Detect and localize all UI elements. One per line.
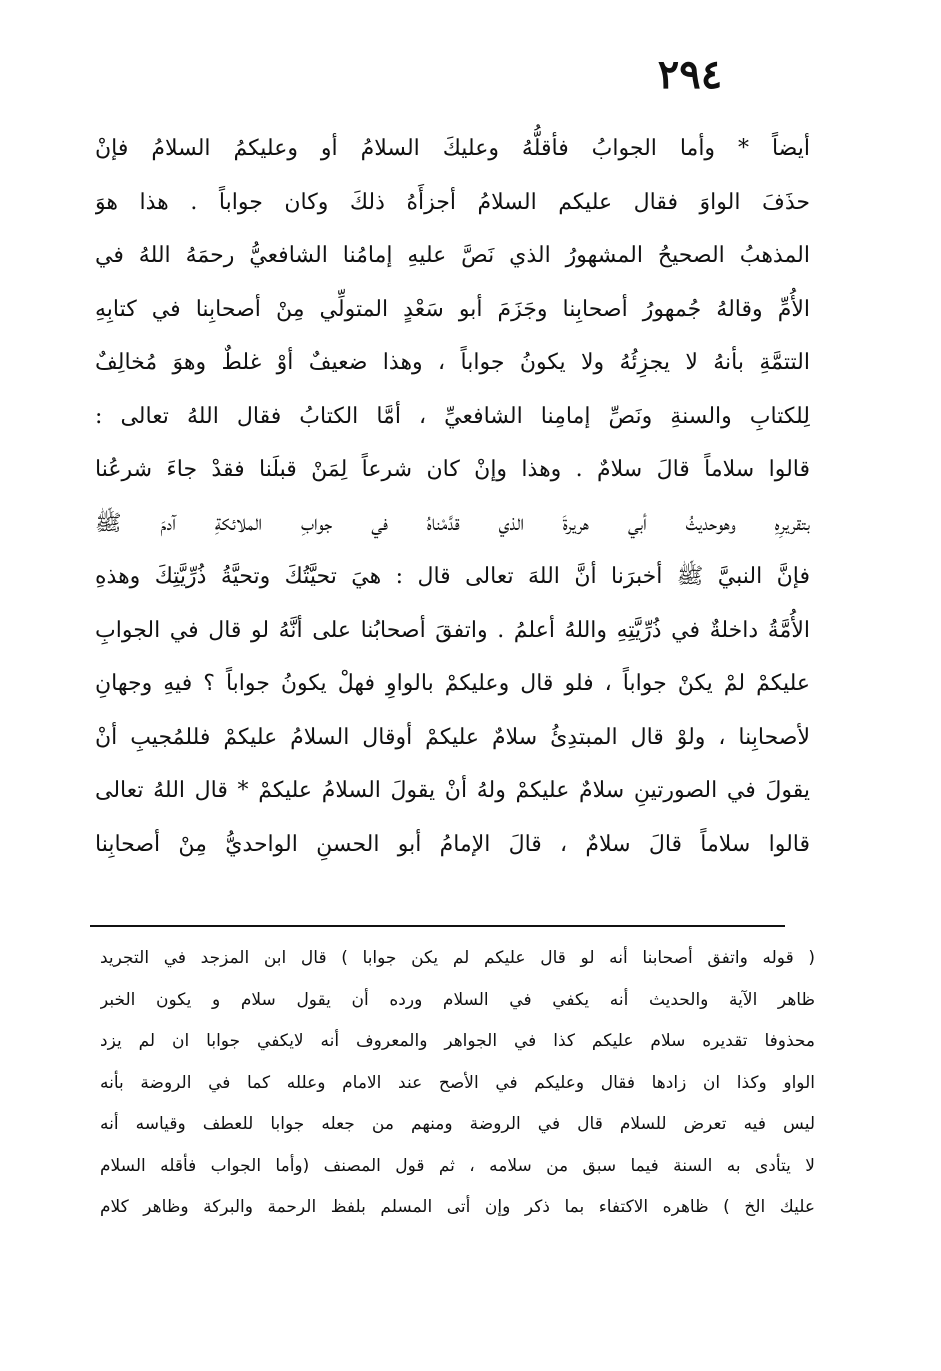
footnote-line: لا يتأدى به السنة فيما سبق من سلامه ، ثم قول المصنف (وأما الجواب فأقله السلام [100,1155,815,1176]
main-text-line: الأُمِّ وقالهُ جُمهورُ أصحابِنا وجَزَمَ أبو سَعْدٍ المتولِّي مِنْ أصحابِنا في كتابِهِ [95,296,810,322]
main-text-line: قالوا سلاماً قالَ سلامٌ . وهذا وإنْ كان شرعاً لِمَنْ قبلَنا فقدْ جاءَ شرعُنا [95,457,810,482]
main-text-line: يقولَ في الصورتينِ سلامٌ عليكمْ ولهُ أنْ يقولَ السلامُ عليكمْ * قال اللهُ تعالى [95,778,810,803]
main-text-line: لأصحابِنا ، ولوْ قال المبتدِئُ سلامٌ عليكمْ أوقال السلامُ عليكمْ فللمُجيبِ أنْ [95,724,810,750]
footnote-line: ظاهر الآية والحديث أنه يكفي في السلام ورده أن يقول سلام و يكون الخبر [100,989,815,1010]
main-text-line: عليكمْ لمْ يكنْ جواباً ، فلو قال وعليكمْ بالواوِ فهلْ يكونُ جواباً ؟ فيهِ وجهانِ [95,671,810,696]
main-text-line: قالوا سلاماً قالَ سلامٌ ، قالَ الإمامُ أبو الحسنِ الواحديُّ مِنْ أصحابِنا [95,831,810,857]
main-text-line: بتقريرِهِ وهوحديثُ أبي هريرةَ الذي قدَّمْناهُ في جوابِ الملائكةِ آدمَ ﷺ [95,510,810,536]
footnote-block [100,938,815,1229]
main-text-line: لِلكتابِ والسنةِ ونَصِّ إمامِنا الشافعيِّ ، أمَّا الكتابُ فقال اللهُ تعالى : [95,403,810,429]
main-text-line: فإنَّ النبيَّ ﷺ أخبرَنا أنَّ اللهَ تعالى قال : هيَ تحيَّتُكَ وتحيَّةُ ذُرِّيَّتِكَ وهذهِ [95,564,810,589]
footnote-line: ليس فيه تعرض للسلام قال في الروضة ومنهم من جعله جوابا للعطف وقياسه أنه [100,1114,815,1134]
footnote-line: الواو وكذا ان زادها فقال وعليكم في الأصح عند الامام وعلله كما في الروضة بأنه [100,1072,815,1093]
footnote-line: محذوفا تقديره سلام عليكم كذا في الجواهر والمعروف أنه لايكفي جوابا ان لم يزد [100,1031,815,1051]
main-text-line: الأُمَّةُ داخلةٌ في ذُرِّيَّتِهِ واللهُ أعلمُ . واتفقَ أصحابُنا على أنَّهُ لو قال في الجوابِ [95,617,810,643]
page-number: ٢٩٤ [657,51,723,98]
footnote-line: ( قوله واتفق أصحابنا أنه لو قال عليكم لم يكن جوابا ) قال ابن المزجد في التجريد [100,948,815,968]
main-text-line: المذهبُ الصحيحُ المشهورُ الذي نَصَّ عليهِ إمامُنا الشافعيُّ رحمَهُ اللهُ في [95,243,810,268]
footnote-separator-rule [90,925,785,927]
footnote-line: عليك الخ ) ظاهره الاكتفاء بما ذكر وإن أتى المسلم بلفظ الرحمة والبركة وظاهر كلام [100,1197,815,1217]
main-text-line: أيضاً * وأما الجوابُ فأقلُّهُ وعليكَ السلامُ أو وعليكمُ السلامُ فإنْ [95,136,810,161]
main-text-block [95,122,810,871]
main-text-line: التتمَّةِ بأنهُ لا يجزِئُهُ ولا يكونُ جواباً ، وهذا ضعيفٌ أوْ غلطٌ وهوَ مُخالِفٌ [95,350,810,375]
main-text-line: حذَفَ الواوَ فقال عليكم السلامُ أجزأَهُ ذلكَ وكان جواباً . هذا هوَ [95,189,810,215]
